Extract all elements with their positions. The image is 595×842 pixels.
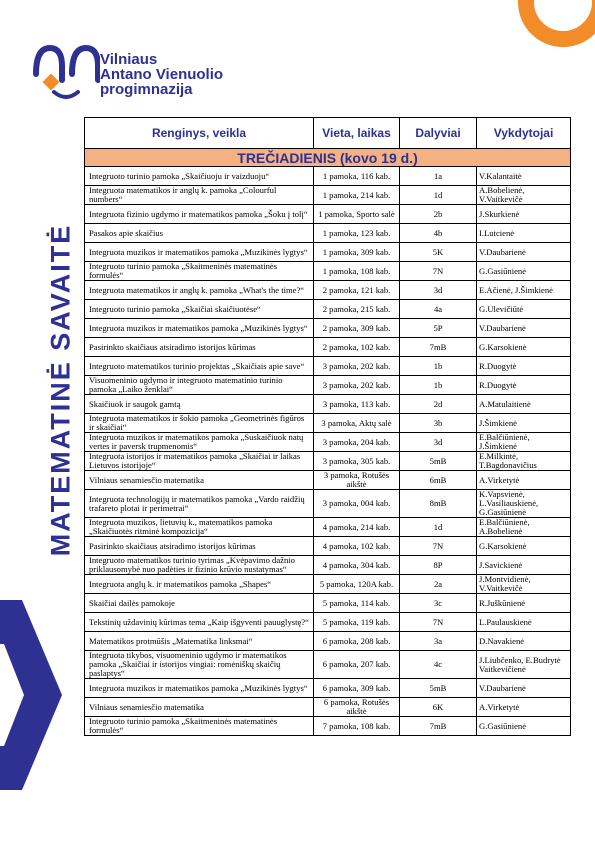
table-row bbox=[85, 319, 571, 338]
organizers-cell: A.Matulaitienė bbox=[477, 395, 571, 414]
place-cell: 1 pamoka, 309 kab. bbox=[314, 243, 400, 262]
place-cell: 4 pamoka, 102 kab. bbox=[314, 537, 400, 556]
table-row bbox=[85, 376, 571, 395]
participants-cell: 7N bbox=[400, 613, 477, 632]
event-cell: Matematikos protmūšis „Matematika linksmai“ bbox=[85, 632, 314, 651]
participants-cell: 6mB bbox=[400, 471, 477, 490]
organizers-cell: V.Daubarienė bbox=[477, 679, 571, 698]
event-cell: Integruoto turinio pamoka „Skaičiuoju ir vaizduoju“ bbox=[85, 167, 314, 186]
participants-cell: 3d bbox=[400, 433, 477, 452]
table-row bbox=[85, 594, 571, 613]
participants-cell: 2b bbox=[400, 205, 477, 224]
table-row bbox=[85, 471, 571, 490]
organizers-cell: R.Juškūnienė bbox=[477, 594, 571, 613]
participants-cell: 5P bbox=[400, 319, 477, 338]
organizers-cell: E.Balčiūnienė, A.Bobelienė bbox=[477, 518, 571, 537]
place-cell: 3 pamoka, 204 kab. bbox=[314, 433, 400, 452]
place-cell: 4 pamoka, 214 kab. bbox=[314, 518, 400, 537]
organizers-cell: E.Milkintė, T.Bagdonavičius bbox=[477, 452, 571, 471]
header-organizers: Vykdytojai bbox=[477, 118, 571, 149]
organizers-cell: L.Paulauskienė bbox=[477, 613, 571, 632]
place-cell: 3 pamoka, 202 kab. bbox=[314, 376, 400, 395]
participants-cell: 4c bbox=[400, 651, 477, 679]
header-event: Renginys, veikla bbox=[85, 118, 314, 149]
organizers-cell: G.Karsokienė bbox=[477, 537, 571, 556]
event-cell: Skaičiuok ir saugok gamtą bbox=[85, 395, 314, 414]
organizers-cell: R.Duogytė bbox=[477, 357, 571, 376]
participants-cell: 7mB bbox=[400, 338, 477, 357]
place-cell: 3 pamoka, 202 kab. bbox=[314, 357, 400, 376]
organizers-cell: G.Karsokienė bbox=[477, 338, 571, 357]
place-cell: 5 pamoka, 120A kab. bbox=[314, 575, 400, 594]
place-cell: 1 pamoka, 116 kab. bbox=[314, 167, 400, 186]
decorative-orange-ring bbox=[518, 0, 595, 47]
event-cell: Vilniaus senamiesčio matematika bbox=[85, 471, 314, 490]
school-name-line-2: Antano Vienuolio bbox=[100, 66, 224, 83]
participants-cell: 7mB bbox=[400, 717, 477, 736]
place-cell: 1 pamoka, 214 kab. bbox=[314, 186, 400, 205]
event-cell: Integruota muzikos, lietuvių k., matematikos pamoka „Skaičiuotės ritminė kompozicija“ bbox=[85, 518, 314, 537]
table-row bbox=[85, 433, 571, 452]
event-cell: Pasirinkto skaičiaus atsiradimo istorijos kūrimas bbox=[85, 537, 314, 556]
table-row bbox=[85, 414, 571, 433]
table-row bbox=[85, 518, 571, 537]
organizers-cell: A.Virketytė bbox=[477, 698, 571, 717]
school-name-line-1: Vilniaus bbox=[100, 51, 158, 68]
place-cell: 2 pamoka, 309 kab. bbox=[314, 319, 400, 338]
event-cell: Integruota matematikos ir anglų k. pamoka „Colourful numbers“ bbox=[85, 186, 314, 205]
participants-cell: 1a bbox=[400, 167, 477, 186]
school-name bbox=[100, 52, 223, 97]
event-cell: Visuomeninio ugdymo ir integruoto matematinio turinio pamoka „Laiko ženklai“ bbox=[85, 376, 314, 395]
participants-cell: 5K bbox=[400, 243, 477, 262]
organizers-cell: V.Daubarienė bbox=[477, 319, 571, 338]
event-cell: Integruota tikybos, visuomeninio ugdymo ir matematikos pamoka „Skaičiai ir istorijos vingiai: romėniškų skaičių paslaptys“ bbox=[85, 651, 314, 679]
place-cell: 6 pamoka, Rotušės aikštė bbox=[314, 698, 400, 717]
organizers-cell: A.Virketytė bbox=[477, 471, 571, 490]
place-cell: 2 pamoka, 215 kab. bbox=[314, 300, 400, 319]
day-header: TREČIADIENIS (kovo 19 d.) bbox=[85, 149, 571, 167]
event-cell: Integruota istorijos ir matematikos pamoka „Skaičiai ir laikas Lietuvos istorijoje“ bbox=[85, 452, 314, 471]
table-row bbox=[85, 205, 571, 224]
organizers-cell: D.Navakienė bbox=[477, 632, 571, 651]
organizers-cell: J.Montvidienė, V.Vaitkevičė bbox=[477, 575, 571, 594]
organizers-cell: E.Ačienė, J.Šimkienė bbox=[477, 281, 571, 300]
participants-cell: 8P bbox=[400, 556, 477, 575]
school-logo-icon bbox=[32, 40, 100, 100]
table-row bbox=[85, 357, 571, 376]
organizers-cell: V.Kalantaitė bbox=[477, 167, 571, 186]
day-header-row bbox=[85, 149, 571, 167]
event-cell: Integruoto turinio pamoka „Skaitmeninės matematinės formulės“ bbox=[85, 717, 314, 736]
participants-cell: 5mB bbox=[400, 679, 477, 698]
organizers-cell: J.Šimkienė bbox=[477, 414, 571, 433]
participants-cell: 7N bbox=[400, 262, 477, 281]
place-cell: 3 pamoka, 113 kab. bbox=[314, 395, 400, 414]
table-row bbox=[85, 243, 571, 262]
place-cell: 3 pamoka, 305 kab. bbox=[314, 452, 400, 471]
event-cell: Integruota muzikos ir matematikos pamoka „Suskaičiuok natų vertes ir paversk trupmenomis“ bbox=[85, 433, 314, 452]
event-cell: Integruoto turinio pamoka „Skaičiai skaičiuotėse“ bbox=[85, 300, 314, 319]
table-row bbox=[85, 186, 571, 205]
school-name-line-3: progimnazija bbox=[100, 81, 193, 98]
participants-cell: 2a bbox=[400, 575, 477, 594]
table-row bbox=[85, 679, 571, 698]
participants-cell: 3a bbox=[400, 632, 477, 651]
organizers-cell: J.Savickienė bbox=[477, 556, 571, 575]
table-row bbox=[85, 395, 571, 414]
event-cell: Integruota fizinio ugdymo ir matematikos pamoka „Šoku į tolį“ bbox=[85, 205, 314, 224]
table-row bbox=[85, 490, 571, 518]
table-row bbox=[85, 452, 571, 471]
table-row bbox=[85, 338, 571, 357]
place-cell: 5 pamoka, 114 kab. bbox=[314, 594, 400, 613]
event-cell: Pasakos apie skaičius bbox=[85, 224, 314, 243]
table-row bbox=[85, 556, 571, 575]
participants-cell: 1b bbox=[400, 376, 477, 395]
place-cell: 1 pamoka, 123 kab. bbox=[314, 224, 400, 243]
table-row bbox=[85, 167, 571, 186]
table-row bbox=[85, 537, 571, 556]
event-cell: Integruoto matematikos turinio projektas „Skaičiais apie save“ bbox=[85, 357, 314, 376]
participants-cell: 1d bbox=[400, 186, 477, 205]
organizers-cell: G.Ulevičiūtė bbox=[477, 300, 571, 319]
event-cell: Tekstinių uždavinių kūrimas tema „Kaip išgyventi pauuglystę?“ bbox=[85, 613, 314, 632]
table-header-row bbox=[85, 118, 571, 149]
place-cell: 1 pamoka, 108 kab. bbox=[314, 262, 400, 281]
table-row bbox=[85, 262, 571, 281]
table-row bbox=[85, 651, 571, 679]
header-participants: Dalyviai bbox=[400, 118, 477, 149]
event-cell: Integruota muzikos ir matematikos pamoka „Muzikinės lygtys“ bbox=[85, 319, 314, 338]
vertical-title bbox=[46, 170, 76, 610]
organizers-cell: V.Daubarienė bbox=[477, 243, 571, 262]
organizers-cell: G.Gasiūnienė bbox=[477, 717, 571, 736]
events-table bbox=[84, 117, 571, 736]
place-cell: 6 pamoka, 208 kab. bbox=[314, 632, 400, 651]
event-cell: Integruota matematikos ir šokio pamoka „Geometrinės figūros ir skaičiai“ bbox=[85, 414, 314, 433]
organizers-cell: J.Skurkienė bbox=[477, 205, 571, 224]
event-cell: Integruota muzikos ir matematikos pamoka „Muzikinės lygtys“ bbox=[85, 679, 314, 698]
organizers-cell: E.Balčiūnienė, J.Šimkienė bbox=[477, 433, 571, 452]
event-cell: Pasirinkto skaičiaus atsiradimo istorijos kūrimas bbox=[85, 338, 314, 357]
participants-cell: 1d bbox=[400, 518, 477, 537]
event-cell: Integruoto turinio pamoka „Skaitmeninės matematinės formulės“ bbox=[85, 262, 314, 281]
header-place: Vieta, laikas bbox=[314, 118, 400, 149]
vertical-title-text: MATEMATINĖ SAVAITĖ bbox=[45, 223, 76, 557]
organizers-cell: R.Duogytė bbox=[477, 376, 571, 395]
event-cell: Integruota technologijų ir matematikos pamoka „Vardo raidžių trafareto plotai ir perimetrai“ bbox=[85, 490, 314, 518]
place-cell: 7 pamoka, 108 kab. bbox=[314, 717, 400, 736]
event-cell: Vilniaus senamiesčio matematika bbox=[85, 698, 314, 717]
decorative-chevron-icon bbox=[0, 600, 62, 790]
participants-cell: 4b bbox=[400, 224, 477, 243]
event-cell: Skaičiai dailės pamokoje bbox=[85, 594, 314, 613]
place-cell: 3 pamoka, Aktų salė bbox=[314, 414, 400, 433]
table-row bbox=[85, 613, 571, 632]
table-row bbox=[85, 698, 571, 717]
event-cell: Integruota anglų k. ir matematikos pamoka „Shapes“ bbox=[85, 575, 314, 594]
table-row bbox=[85, 575, 571, 594]
event-cell: Integruoto matematikos turinio tyrimas „Kvėpavimo dažnio priklausomybė nuo padėties ir fizinio krūvio nustatymas“ bbox=[85, 556, 314, 575]
place-cell: 3 pamoka, Rotušės aikštė bbox=[314, 471, 400, 490]
place-cell: 6 pamoka, 207 kab. bbox=[314, 651, 400, 679]
participants-cell: 6K bbox=[400, 698, 477, 717]
participants-cell: 7N bbox=[400, 537, 477, 556]
organizers-cell: K.Vapsvienė, L.Vasiliauskienė, G.Gasiūnienė bbox=[477, 490, 571, 518]
participants-cell: 3c bbox=[400, 594, 477, 613]
place-cell: 2 pamoka, 121 kab. bbox=[314, 281, 400, 300]
table-row bbox=[85, 281, 571, 300]
participants-cell: 3b bbox=[400, 414, 477, 433]
participants-cell: 3d bbox=[400, 281, 477, 300]
table-row bbox=[85, 717, 571, 736]
event-cell: Integruota muzikos ir matematikos pamoka „Muzikinės lygtys“ bbox=[85, 243, 314, 262]
place-cell: 5 pamoka, 119 kab. bbox=[314, 613, 400, 632]
participants-cell: 2d bbox=[400, 395, 477, 414]
place-cell: 4 pamoka, 304 kab. bbox=[314, 556, 400, 575]
participants-cell: 8mB bbox=[400, 490, 477, 518]
place-cell: 1 pamoka, Sporto salė bbox=[314, 205, 400, 224]
table-row bbox=[85, 632, 571, 651]
table-row bbox=[85, 300, 571, 319]
event-cell: Integruota matematikos ir anglų k. pamoka „What's the time?“ bbox=[85, 281, 314, 300]
table-row bbox=[85, 224, 571, 243]
place-cell: 3 pamoka, 004 kab. bbox=[314, 490, 400, 518]
organizers-cell: I.Lutcienė bbox=[477, 224, 571, 243]
place-cell: 2 pamoka, 102 kab. bbox=[314, 338, 400, 357]
participants-cell: 1b bbox=[400, 357, 477, 376]
organizers-cell: J.Liubčenko, E.Budrytė Vaitkevičienė bbox=[477, 651, 571, 679]
participants-cell: 5mB bbox=[400, 452, 477, 471]
organizers-cell: A.Bobelienė, V.Vaitkevičė bbox=[477, 186, 571, 205]
participants-cell: 4a bbox=[400, 300, 477, 319]
organizers-cell: G.Gasiūnienė bbox=[477, 262, 571, 281]
place-cell: 6 pamoka, 309 kab. bbox=[314, 679, 400, 698]
